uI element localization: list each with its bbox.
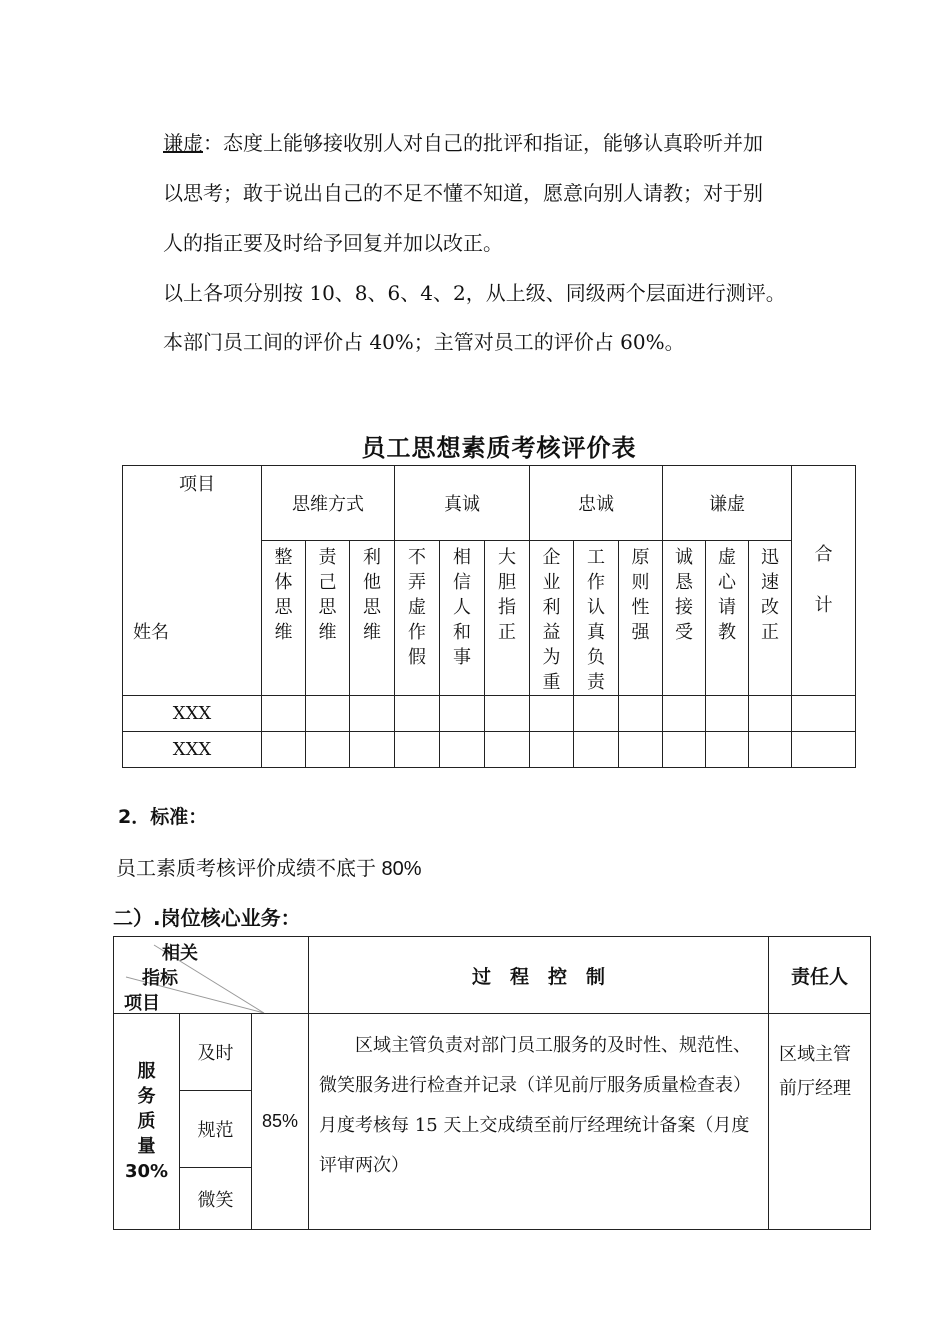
score-cell[interactable] (749, 696, 792, 732)
sub-item-header: 整 体 思 维 (262, 541, 306, 696)
score-cell[interactable] (663, 732, 706, 768)
score-cell[interactable] (530, 732, 574, 768)
process-control-header: 过 程 控 制 (309, 937, 769, 1014)
score-cell[interactable] (619, 732, 663, 768)
sub-item-header: 工 作 认 真 负 责 (574, 541, 619, 696)
score-cell[interactable] (619, 696, 663, 732)
sub-item-header: 虚 心 请 教 (706, 541, 749, 696)
sub-item-header: 原 则 性 强 (619, 541, 663, 696)
diag-label-item: 项目 (124, 993, 160, 1014)
core-business-table (113, 936, 871, 1230)
group-header: 真诚 (395, 466, 530, 541)
total-header: 合 计 (792, 466, 856, 696)
table1-title: 员工思想素质考核评价表 (361, 434, 637, 462)
diag-label-related: 相关 (162, 943, 198, 964)
total-cell[interactable] (792, 732, 856, 768)
diagonal-header-cell (114, 937, 309, 1014)
score-cell[interactable] (440, 696, 485, 732)
score-cell[interactable] (350, 696, 395, 732)
total-cell[interactable] (792, 696, 856, 732)
score-cell[interactable] (306, 732, 350, 768)
corner-bottom-label: 姓名 (133, 622, 169, 643)
score-cell[interactable] (485, 732, 530, 768)
score-cell[interactable] (706, 696, 749, 732)
sub-item-header: 不 弄 虚 作 假 (395, 541, 440, 696)
corner-top-label: 项目 (179, 474, 215, 495)
sub-item-header: 责 己 思 维 (306, 541, 350, 696)
sub-item-header: 利 他 思 维 (350, 541, 395, 696)
corner-header-cell (123, 466, 262, 696)
group-header: 思维方式 (262, 466, 395, 541)
intro-line-3: 人的指正要及时给予回复并加以改正。 (163, 231, 503, 255)
score-cell[interactable] (350, 732, 395, 768)
employee-name: XXX (123, 732, 262, 768)
core-business-heading: 二）.岗位核心业务： (113, 906, 301, 930)
standard-text: 员工素质考核评价成绩不底于 80% (116, 858, 422, 880)
score-cell[interactable] (262, 732, 306, 768)
sub-item-header: 迅 速 改 正 (749, 541, 792, 696)
percent-cell: 85% (252, 1014, 309, 1230)
intro-line-1: 谦虚：态度上能够接收别人对自己的批评和指证，能够认真聆听并加 (163, 131, 763, 155)
table-row (123, 696, 856, 732)
score-cell[interactable] (440, 732, 485, 768)
score-cell[interactable] (262, 696, 306, 732)
diag-label-indicator: 指标 (142, 968, 178, 989)
score-cell[interactable] (306, 696, 350, 732)
owner-header: 责任人 (769, 937, 871, 1014)
employee-name: XXX (123, 696, 262, 732)
group-header: 谦虚 (663, 466, 792, 541)
process-description: 区域主管负责对部门员工服务的及时性、规范性、微笑服务进行检查并记录（详见前厅服务质量检查表）月度考核每 15 天上交成绩至前厅经理统计备案（月度评审两次） (309, 1014, 769, 1230)
group-header: 忠诚 (530, 466, 663, 541)
score-cell[interactable] (663, 696, 706, 732)
score-cell[interactable] (706, 732, 749, 768)
score-cell[interactable] (485, 696, 530, 732)
sub-item-standard: 规范 (180, 1091, 252, 1168)
score-cell[interactable] (530, 696, 574, 732)
intro-line-2: 以思考；敢于说出自己的不足不懂不知道，愿意向别人请教；对于别 (163, 181, 763, 205)
service-quality-category: 服 务 质 量 30% (114, 1014, 180, 1230)
term-modesty: 谦虚 (163, 131, 203, 155)
scoring-rule: 以上各项分别按 10、8、6、4、2，从上级、同级两个层面进行测评。 (163, 281, 786, 305)
quality-evaluation-table (122, 465, 856, 768)
sub-item-header: 诚 恳 接 受 (663, 541, 706, 696)
sub-item-header: 企 业 利 益 为 重 (530, 541, 574, 696)
sub-item-header: 大 胆 指 正 (485, 541, 530, 696)
sub-item-timely: 及时 (180, 1014, 252, 1091)
score-cell[interactable] (574, 732, 619, 768)
owner-cell: 区域主管 前厅经理 (769, 1014, 871, 1230)
standard-heading: 2．标准： (118, 806, 208, 828)
score-cell[interactable] (395, 732, 440, 768)
weight-rule: 本部门员工间的评价占 40%；主管对员工的评价占 60%。 (163, 330, 685, 354)
score-cell[interactable] (749, 732, 792, 768)
table-row (123, 732, 856, 768)
score-cell[interactable] (574, 696, 619, 732)
sub-item-header: 相 信 人 和 事 (440, 541, 485, 696)
sub-item-smile: 微笑 (180, 1168, 252, 1230)
score-cell[interactable] (395, 696, 440, 732)
